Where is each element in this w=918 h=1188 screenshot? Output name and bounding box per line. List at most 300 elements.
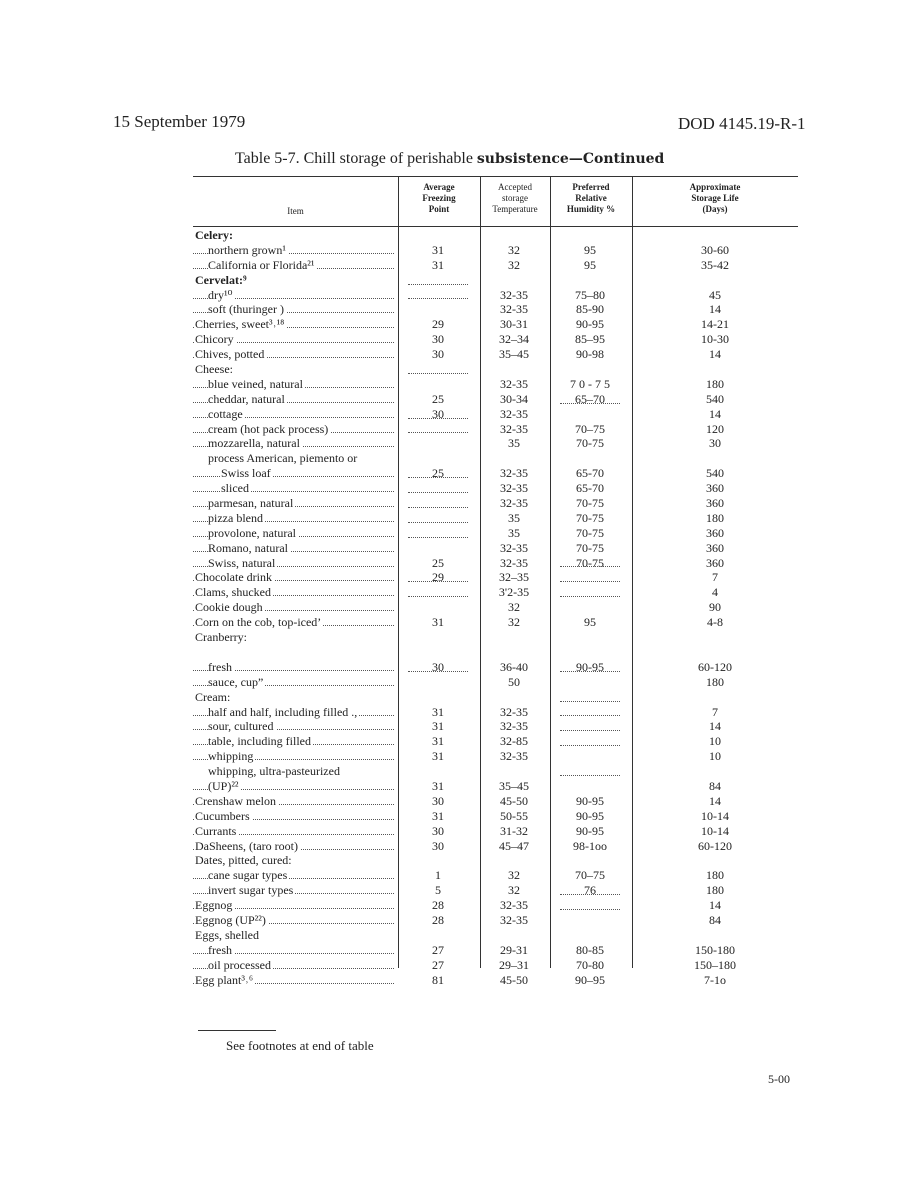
table-row bbox=[193, 526, 798, 541]
freezing-point-cell: 5 bbox=[435, 883, 441, 898]
table-row bbox=[193, 779, 798, 794]
row-item-label: Romano, natural bbox=[208, 540, 288, 555]
row-item bbox=[193, 288, 396, 302]
row-item bbox=[193, 436, 396, 450]
table-row bbox=[193, 749, 798, 764]
row-item-label: whipping bbox=[208, 749, 254, 764]
row-item bbox=[193, 705, 396, 719]
storage-life-cell: 360 bbox=[706, 481, 724, 496]
storage-temp-cell: 32 bbox=[508, 615, 520, 630]
table-row bbox=[193, 481, 798, 496]
storage-life-cell: 60-120 bbox=[698, 659, 732, 674]
table-row bbox=[193, 675, 798, 690]
row-item bbox=[193, 511, 396, 525]
storage-temp-cell: 45-50 bbox=[500, 972, 528, 987]
table-row bbox=[193, 928, 798, 943]
table-row bbox=[193, 809, 798, 824]
table-row bbox=[193, 347, 798, 362]
humidity-cell: 70-75 bbox=[576, 436, 604, 451]
row-item-label: Egg plant³˒⁶ bbox=[195, 972, 254, 987]
row-item bbox=[193, 675, 396, 689]
table-row bbox=[193, 645, 798, 675]
storage-temp-cell: 32-35 bbox=[500, 704, 528, 719]
table-row bbox=[193, 422, 798, 437]
humidity-cell: 65–70 bbox=[575, 391, 605, 406]
row-item bbox=[193, 958, 396, 972]
storage-life-cell: 14 bbox=[709, 719, 721, 734]
row-item-label: Swiss loaf bbox=[221, 466, 271, 481]
row-item bbox=[193, 973, 396, 987]
row-item-label: table, including filled bbox=[208, 734, 311, 749]
storage-life-cell: 14-21 bbox=[701, 317, 729, 332]
table-row bbox=[193, 288, 798, 303]
humidity-cell: 90–95 bbox=[575, 972, 605, 987]
storage-life-cell: 150–180 bbox=[694, 957, 736, 972]
row-item-label: Cookie dough bbox=[195, 600, 263, 615]
humidity-cell: 70–75 bbox=[575, 868, 605, 883]
storage-life-cell: 120 bbox=[706, 421, 724, 436]
storage-life-cell: 10-30 bbox=[701, 332, 729, 347]
storage-temp-cell: 32-35 bbox=[500, 287, 528, 302]
row-item bbox=[193, 258, 396, 272]
row-item bbox=[193, 749, 396, 763]
table-row bbox=[193, 466, 798, 481]
row-item-label: parmesan, natural bbox=[208, 496, 294, 511]
storage-life-cell: 14 bbox=[709, 793, 721, 808]
footnote-rule bbox=[198, 1030, 276, 1031]
storage-temp-cell: 35–45 bbox=[499, 347, 529, 362]
freezing-point-cell: 30 bbox=[432, 332, 444, 347]
table-row bbox=[193, 764, 798, 779]
freezing-point-cell: 30 bbox=[432, 347, 444, 362]
storage-temp-cell: 30-31 bbox=[500, 317, 528, 332]
storage-temp-cell: 30-34 bbox=[500, 391, 528, 406]
storage-life-cell: 10 bbox=[709, 734, 721, 749]
row-item-label: California or Florida²¹ bbox=[208, 257, 315, 272]
row-item bbox=[193, 690, 396, 704]
freezing-point-cell: 81 bbox=[432, 972, 444, 987]
row-item bbox=[193, 541, 396, 555]
row-item bbox=[193, 407, 396, 421]
table-row bbox=[193, 570, 798, 585]
row-item bbox=[193, 317, 396, 331]
table-header-rule bbox=[193, 226, 798, 227]
caption-bold: subsistence—Continued bbox=[476, 151, 665, 167]
storage-temp-cell: 32-35 bbox=[500, 912, 528, 927]
row-item bbox=[193, 615, 396, 629]
freezing-point-cell: 30 bbox=[432, 793, 444, 808]
humidity-cell: 70–75 bbox=[575, 421, 605, 436]
row-item bbox=[193, 809, 396, 823]
row-item bbox=[193, 913, 396, 927]
table-row bbox=[193, 511, 798, 526]
table-row bbox=[193, 362, 798, 377]
humidity-cell: 70-80 bbox=[576, 957, 604, 972]
table-row bbox=[193, 332, 798, 347]
freezing-point-cell: 27 bbox=[432, 957, 444, 972]
caption-text: Table 5-7. Chill storage of perishable bbox=[235, 150, 477, 167]
humidity-cell: 98-1oo bbox=[573, 838, 607, 853]
storage-life-cell: 30 bbox=[709, 436, 721, 451]
storage-temp-cell: 50-55 bbox=[500, 808, 528, 823]
humidity-cell: 65-70 bbox=[576, 481, 604, 496]
column-header-item: Item bbox=[287, 206, 304, 216]
row-item bbox=[193, 332, 396, 346]
storage-life-cell: 10 bbox=[709, 749, 721, 764]
storage-life-cell: 4 bbox=[712, 585, 718, 600]
table-row bbox=[193, 243, 798, 258]
row-item-label: pizza blend bbox=[208, 510, 263, 525]
humidity-cell: 90-95 bbox=[576, 793, 604, 808]
table-row bbox=[193, 273, 798, 288]
row-item bbox=[193, 824, 396, 838]
table-row bbox=[193, 451, 798, 466]
storage-temp-cell: 29-31 bbox=[500, 942, 528, 957]
row-item bbox=[193, 719, 396, 733]
column-header-storage-temperature: Accepted storage Temperature bbox=[492, 182, 538, 214]
row-item bbox=[193, 868, 396, 882]
table-row bbox=[193, 943, 798, 958]
row-item bbox=[193, 392, 396, 406]
table-body bbox=[193, 228, 798, 987]
table-row bbox=[193, 228, 798, 243]
freezing-point-cell: 25 bbox=[432, 466, 444, 481]
table-row bbox=[193, 898, 798, 913]
row-item-label: process American, piemento or bbox=[208, 451, 358, 466]
storage-temp-cell: 35 bbox=[508, 436, 520, 451]
row-item bbox=[193, 466, 396, 480]
humidity-cell: 90-95 bbox=[576, 808, 604, 823]
table-row bbox=[193, 824, 798, 839]
storage-life-cell: 7-1o bbox=[704, 972, 726, 987]
storage-temp-cell: 3'2-35 bbox=[498, 585, 530, 600]
row-item bbox=[193, 764, 396, 778]
row-item bbox=[193, 853, 396, 867]
row-item bbox=[193, 883, 396, 897]
page-number: 5-00 bbox=[768, 1072, 790, 1086]
row-item-label: Celery: bbox=[195, 228, 233, 242]
storage-life-cell: 14 bbox=[709, 898, 721, 913]
row-item-label: Cheese: bbox=[195, 362, 233, 377]
column-header-relative-humidity: Preferred Relative Humidity % bbox=[566, 182, 616, 214]
storage-temp-cell: 31-32 bbox=[500, 823, 528, 838]
freezing-point-cell: 28 bbox=[432, 912, 444, 927]
row-item bbox=[193, 898, 396, 912]
storage-life-cell: 10-14 bbox=[701, 808, 729, 823]
humidity-cell: 80-85 bbox=[576, 942, 604, 957]
row-item-label: fresh bbox=[208, 942, 232, 957]
humidity-cell: 70-75 bbox=[576, 540, 604, 555]
humidity-cell: 90-98 bbox=[576, 347, 604, 362]
table-row bbox=[193, 690, 798, 705]
storage-life-cell: 14 bbox=[709, 302, 721, 317]
storage-temp-cell: 32-35 bbox=[500, 540, 528, 555]
table-row bbox=[193, 883, 798, 898]
footnote-text: See footnotes at end of table bbox=[226, 1038, 374, 1053]
row-item-label: whipping, ultra-pasteurized bbox=[208, 764, 340, 779]
table-row bbox=[193, 913, 798, 928]
row-item-label: Clams, shucked bbox=[195, 585, 271, 600]
humidity-cell: 95 bbox=[584, 615, 596, 630]
table-row bbox=[193, 496, 798, 511]
row-item bbox=[193, 600, 396, 614]
row-item bbox=[193, 243, 396, 257]
column-header-storage-life: Approximate Storage Life (Days) bbox=[689, 182, 741, 214]
storage-temp-cell: 32-35 bbox=[500, 421, 528, 436]
row-item-label: blue veined, natural bbox=[208, 376, 303, 391]
table-row bbox=[193, 615, 798, 630]
storage-temp-cell: 50 bbox=[508, 674, 520, 689]
storage-temp-cell: 32–34 bbox=[499, 332, 529, 347]
table-row bbox=[193, 853, 798, 868]
freezing-point-cell: 31 bbox=[432, 778, 444, 793]
row-item-label: Chocolate drink bbox=[195, 570, 272, 585]
row-item-label: Crenshaw melon bbox=[195, 793, 276, 808]
storage-temp-cell: 29–31 bbox=[499, 957, 529, 972]
row-item-label: (UP)²² bbox=[208, 778, 239, 793]
table-row bbox=[193, 600, 798, 615]
row-item-label: Cherries, sweet³˒¹⁸ bbox=[195, 317, 285, 332]
freezing-point-cell: 31 bbox=[432, 749, 444, 764]
row-item-label: soft (thuringer ) bbox=[208, 302, 284, 317]
table-row bbox=[193, 541, 798, 556]
row-item bbox=[193, 585, 396, 599]
row-item bbox=[193, 734, 396, 748]
storage-temp-cell: 32-35 bbox=[500, 376, 528, 391]
storage-life-cell: 360 bbox=[706, 555, 724, 570]
humidity-cell: 90-95 bbox=[576, 317, 604, 332]
storage-temp-cell: 32-35 bbox=[500, 302, 528, 317]
humidity-cell: 75–80 bbox=[575, 287, 605, 302]
freezing-point-cell: 25 bbox=[432, 391, 444, 406]
row-item-label: sliced bbox=[221, 481, 249, 496]
humidity-cell: 7 0 - 7 5 bbox=[570, 376, 610, 391]
freezing-point-cell: 28 bbox=[432, 898, 444, 913]
storage-temp-cell: 45-50 bbox=[500, 793, 528, 808]
row-item-label: Eggnog (UP²²) bbox=[195, 912, 266, 927]
humidity-cell: 76 bbox=[584, 883, 596, 898]
storage-life-cell: 540 bbox=[706, 466, 724, 481]
table-row bbox=[193, 839, 798, 854]
freezing-point-cell: 1 bbox=[435, 868, 441, 883]
row-item-label: Chicory bbox=[195, 332, 234, 347]
row-item bbox=[193, 839, 396, 853]
row-item bbox=[193, 481, 396, 495]
row-item-label: Currants bbox=[195, 823, 237, 838]
humidity-cell: 70-75 bbox=[576, 510, 604, 525]
freezing-point-cell: 31 bbox=[432, 719, 444, 734]
storage-temp-cell: 32–35 bbox=[499, 570, 529, 585]
row-item-label: cane sugar types bbox=[208, 868, 288, 883]
row-item bbox=[193, 928, 396, 942]
storage-life-cell: 84 bbox=[709, 778, 721, 793]
row-item-label: Cucumbers bbox=[195, 808, 250, 823]
humidity-cell: 70-75 bbox=[576, 496, 604, 511]
storage-life-cell: 84 bbox=[709, 912, 721, 927]
storage-temp-cell: 32 bbox=[508, 868, 520, 883]
table-row bbox=[193, 794, 798, 809]
table-row bbox=[193, 585, 798, 600]
freezing-point-cell: 31 bbox=[432, 704, 444, 719]
table-row bbox=[193, 719, 798, 734]
freezing-point-cell: 25 bbox=[432, 555, 444, 570]
freezing-point-cell: 31 bbox=[432, 242, 444, 257]
freezing-point-cell: 29 bbox=[432, 317, 444, 332]
row-item bbox=[193, 451, 396, 465]
row-item-label: DaSheens, (taro root) bbox=[195, 838, 298, 853]
row-item-label: cottage bbox=[208, 406, 243, 421]
row-item-label: dry¹⁰ bbox=[208, 287, 233, 302]
table-row bbox=[193, 302, 798, 317]
storage-temp-cell: 32-85 bbox=[500, 734, 528, 749]
row-item-label: Swiss, natural bbox=[208, 555, 276, 570]
storage-life-cell: 60-120 bbox=[698, 838, 732, 853]
freezing-point-cell: 31 bbox=[432, 615, 444, 630]
humidity-cell: 95 bbox=[584, 257, 596, 272]
humidity-cell: 85–95 bbox=[575, 332, 605, 347]
storage-temp-cell: 32-35 bbox=[500, 555, 528, 570]
storage-temp-cell: 35–45 bbox=[499, 778, 529, 793]
row-item-label: invert sugar types bbox=[208, 883, 294, 898]
storage-life-cell: 30-60 bbox=[701, 242, 729, 257]
freezing-point-cell: 27 bbox=[432, 942, 444, 957]
storage-life-cell: 180 bbox=[706, 674, 724, 689]
row-item bbox=[193, 362, 396, 376]
storage-temp-cell: 32-35 bbox=[500, 406, 528, 421]
row-item-label: Corn on the cob, top-iced’ bbox=[195, 615, 322, 630]
storage-life-cell: 360 bbox=[706, 496, 724, 511]
row-item-label: Cervelat:⁹ bbox=[195, 272, 247, 287]
table-row bbox=[193, 436, 798, 451]
table-row bbox=[193, 868, 798, 883]
storage-life-cell: 10-14 bbox=[701, 823, 729, 838]
storage-life-cell: 360 bbox=[706, 540, 724, 555]
row-item-label: Cream: bbox=[195, 689, 231, 704]
humidity-cell: 90-95 bbox=[576, 659, 604, 674]
freezing-point-cell: 31 bbox=[432, 257, 444, 272]
table-row bbox=[193, 705, 798, 720]
table-row bbox=[193, 392, 798, 407]
storage-life-cell: 7 bbox=[712, 570, 718, 585]
humidity-cell: 95 bbox=[584, 242, 596, 257]
row-item bbox=[193, 943, 396, 957]
header-document-id: DOD 4145.19-R-1 bbox=[678, 114, 806, 133]
freezing-point-cell: 29 bbox=[432, 570, 444, 585]
storage-temp-cell: 32 bbox=[508, 600, 520, 615]
storage-life-cell: 14 bbox=[709, 347, 721, 362]
storage-life-cell: 90 bbox=[709, 600, 721, 615]
row-item-label: oil processed bbox=[208, 957, 271, 972]
row-item-label: Dates, pitted, cured: bbox=[195, 853, 292, 868]
row-item-label: cheddar, natural bbox=[208, 391, 285, 406]
storage-life-cell: 180 bbox=[706, 868, 724, 883]
storage-temp-cell: 45–47 bbox=[499, 838, 529, 853]
row-item-label: half and half, including filled ., bbox=[208, 704, 358, 719]
row-item-label: provolone, natural bbox=[208, 525, 296, 540]
storage-life-cell: 180 bbox=[706, 376, 724, 391]
storage-life-cell: 7 bbox=[712, 704, 718, 719]
storage-temp-cell: 32-35 bbox=[500, 898, 528, 913]
storage-life-cell: 180 bbox=[706, 883, 724, 898]
humidity-cell: 90-95 bbox=[576, 823, 604, 838]
storage-temp-cell: 32-35 bbox=[500, 481, 528, 496]
table-row bbox=[193, 973, 798, 988]
row-item bbox=[193, 273, 396, 287]
row-item bbox=[193, 794, 396, 808]
row-item bbox=[193, 570, 396, 584]
table-row bbox=[193, 317, 798, 332]
freezing-point-cell: 30 bbox=[432, 823, 444, 838]
row-item bbox=[193, 630, 396, 644]
freezing-point-cell: 30 bbox=[432, 838, 444, 853]
table-row bbox=[193, 630, 798, 645]
row-item-label: Eggnog bbox=[195, 898, 233, 913]
storage-temp-cell: 32 bbox=[508, 883, 520, 898]
row-item-label: cream (hot pack process) bbox=[208, 421, 329, 436]
row-item bbox=[193, 347, 396, 361]
column-header-freezing-point: Average Freezing Point bbox=[422, 182, 456, 214]
freezing-point-cell: 31 bbox=[432, 808, 444, 823]
row-item bbox=[193, 496, 396, 510]
row-item-label: sour, cultured bbox=[208, 719, 274, 734]
row-item-label: Chives, potted bbox=[195, 347, 265, 362]
row-item-label: fresh bbox=[208, 659, 232, 674]
row-item bbox=[193, 422, 396, 436]
storage-life-cell: 4-8 bbox=[707, 615, 723, 630]
header-date: 15 September 1979 bbox=[113, 112, 246, 131]
storage-life-cell: 14 bbox=[709, 406, 721, 421]
storage-life-cell: 360 bbox=[706, 525, 724, 540]
storage-life-cell: 150-180 bbox=[695, 942, 735, 957]
table-caption bbox=[235, 150, 664, 168]
row-item bbox=[193, 779, 396, 793]
row-item bbox=[193, 556, 396, 570]
humidity-cell: 65-70 bbox=[576, 466, 604, 481]
storage-temp-cell: 32 bbox=[508, 257, 520, 272]
storage-temp-cell: 32-35 bbox=[500, 466, 528, 481]
table-row bbox=[193, 258, 798, 273]
humidity-cell: 70-75 bbox=[576, 555, 604, 570]
row-item bbox=[193, 377, 396, 391]
storage-life-cell: 45 bbox=[709, 287, 721, 302]
humidity-cell: 70-75 bbox=[576, 525, 604, 540]
table-row bbox=[193, 556, 798, 571]
row-item-label: northern grown¹ bbox=[208, 242, 286, 257]
row-item bbox=[193, 302, 396, 316]
table-row bbox=[193, 377, 798, 392]
storage-temp-cell: 32-35 bbox=[500, 749, 528, 764]
table-row bbox=[193, 407, 798, 422]
storage-life-cell: 540 bbox=[706, 391, 724, 406]
storage-life-cell: 35-42 bbox=[701, 257, 729, 272]
freezing-point-cell: 30 bbox=[432, 406, 444, 421]
row-item-label: sauce, cup” bbox=[208, 674, 264, 689]
storage-temp-cell: 35 bbox=[508, 510, 520, 525]
row-item bbox=[193, 526, 396, 540]
storage-temp-cell: 35 bbox=[508, 525, 520, 540]
humidity-cell: 85-90 bbox=[576, 302, 604, 317]
storage-temp-cell: 32 bbox=[508, 242, 520, 257]
table-top-rule bbox=[193, 176, 798, 177]
storage-temp-cell: 36-40 bbox=[500, 659, 528, 674]
row-item bbox=[193, 228, 396, 242]
row-item-label: mozzarella, natural bbox=[208, 436, 300, 451]
freezing-point-cell: 30 bbox=[432, 659, 444, 674]
storage-life-cell: 180 bbox=[706, 510, 724, 525]
table-row bbox=[193, 958, 798, 973]
storage-temp-cell: 32-35 bbox=[500, 496, 528, 511]
table-row bbox=[193, 734, 798, 749]
